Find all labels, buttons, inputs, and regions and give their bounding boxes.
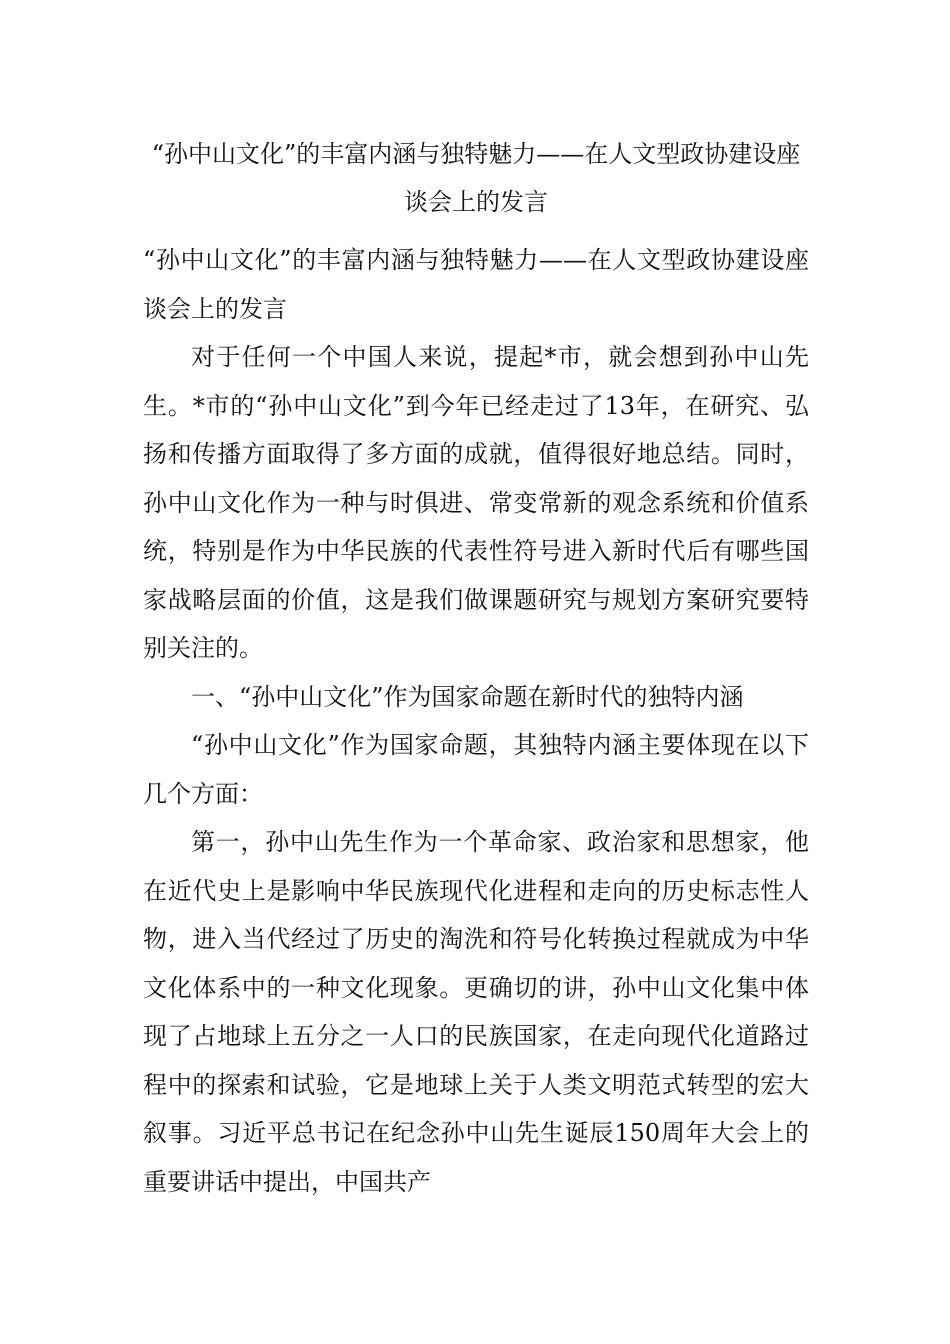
document-title: “孙中山文化”的丰富内涵与独特魅力——在人文型政协建设座谈会上的发言 <box>151 140 801 216</box>
document-subtitle: “孙中山文化”的丰富内涵与独特魅力——在人文型政协建设座谈会上的发言 <box>143 246 809 323</box>
section-heading-1: 一、“孙中山文化”作为国家命题在新时代的独特内涵 <box>191 682 744 711</box>
paragraph-overview: “孙中山文化”作为国家命题，其独特内涵主要体现在以下几个方面： <box>143 731 809 808</box>
document-body <box>143 236 809 1206</box>
paragraph-intro: 对于任何一个中国人来说，提起*市，就会想到孙中山先生。*市的“孙中山文化”到今年已经走过了13年，在研究、弘扬和传播方面取得了多方面的成就，值得很好地总结。同时，孙中山文化作为一种与时俱进、常变常新的观念系统和价值系统，特别是作为中华民族的代表性符号进入新时代后有哪些国家战略层面的价值，这是我们做课题研究与规划方案研究要特别关注的。 <box>143 343 809 662</box>
paragraph-first-point: 第一，孙中山先生作为一个革命家、政治家和思想家，他在近代史上是影响中华民族现代化进程和走向的历史标志性人物，进入当代经过了历史的淘洗和符号化转换过程就成为中华文化体系中的一种文化现象。更确切的讲，孙中山文化集中体现了占地球上五分之一人口的民族国家，在走向现代化道路过程中的探索和试验，它是地球上关于人类文明范式转型的宏大叙事。习近平总书记在纪念孙中山先生诞辰150周年大会上的重要讲话中提出，中国共产 <box>143 828 809 1196</box>
